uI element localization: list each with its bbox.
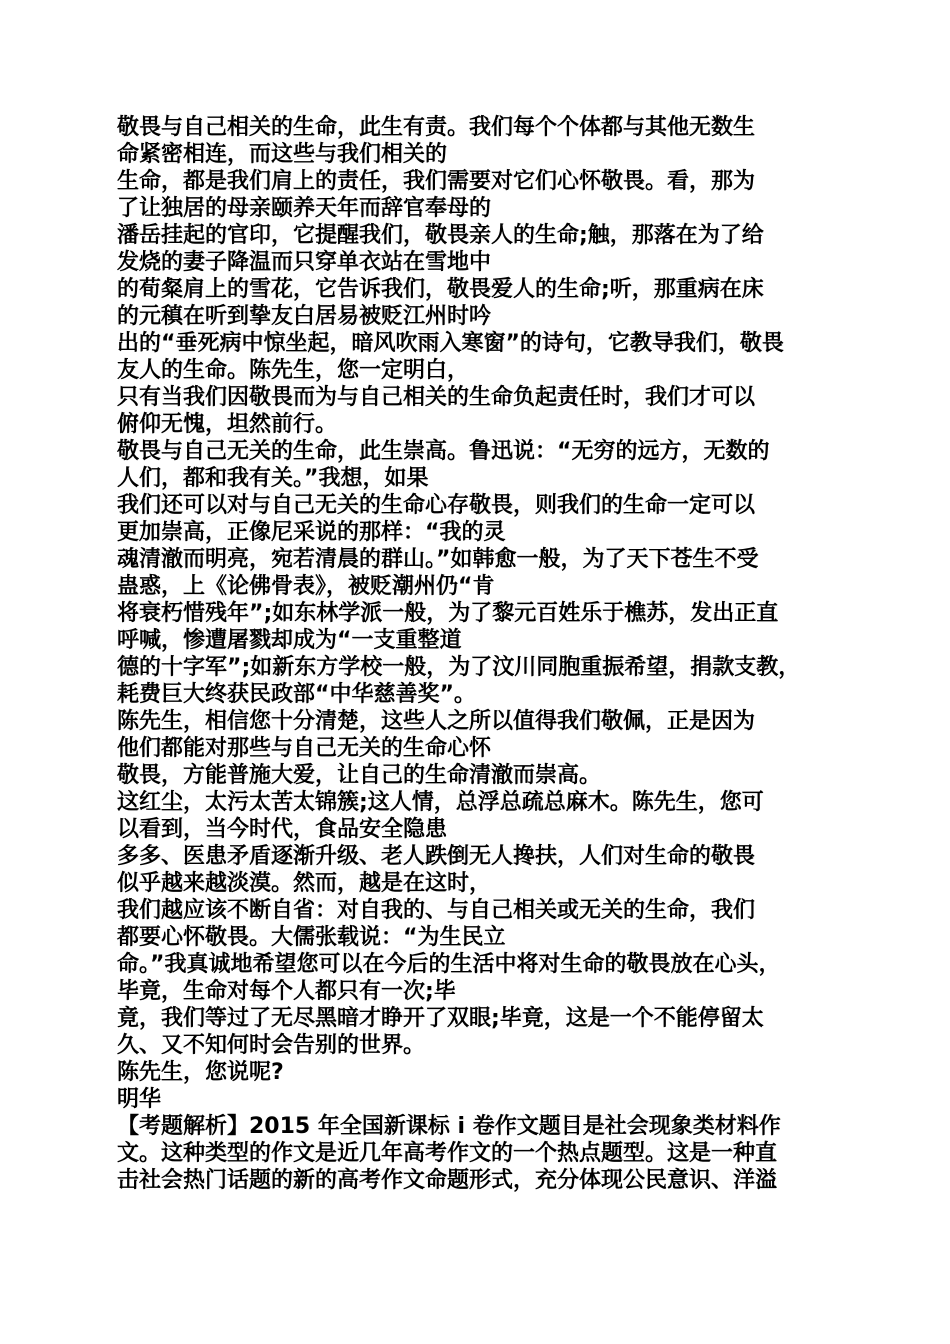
text-line: 他们都能对那些与自己无关的生命心怀 <box>117 736 492 761</box>
text-line: 久、又不知何时会告别的世界。 <box>117 1033 426 1058</box>
text-line: 多多、医患矛盾逐渐升级、老人跌倒无人搀扶，人们对生命的敬畏 <box>117 844 756 869</box>
text-line: 了让独居的母亲颐养天年而辞官奉母的 <box>117 196 492 221</box>
text-line: 德的十字军”;如新东方学校一般，为了汶川同胞重振希望，捐款支教， <box>117 655 801 680</box>
text-line: 耗费巨大终获民政部“中华慈善奖”。 <box>117 682 476 707</box>
analysis-heading-line: 【考题解析】2015 年全国新课标 i 卷作文题目是社会现象类材料作 <box>117 1114 781 1139</box>
text-line: 陈先生，您说呢? <box>117 1060 284 1085</box>
text-line: 陈先生，相信您十分清楚，这些人之所以值得我们敬佩，正是因为 <box>117 709 756 734</box>
essay-text <box>117 114 847 1194</box>
text-line: 俯仰无愧，坦然前行。 <box>117 412 338 437</box>
text-line: 似乎越来越淡漠。然而，越是在这时， <box>117 871 492 896</box>
text-line: 我们越应该不断自省：对自我的、与自己相关或无关的生命，我们 <box>117 898 756 923</box>
text-line: 命紧密相连，而这些与我们相关的 <box>117 142 448 167</box>
text-line: 这红尘，太污太苦太锦簇;这人情，总浮总疏总麻木。陈先生，您可 <box>117 790 764 815</box>
text-line: 敬畏与自己无关的生命，此生崇高。鲁迅说：“无穷的远方，无数的 <box>117 439 770 464</box>
text-line: 敬畏与自己相关的生命，此生有责。我们每个个体都与其他无数生 <box>117 115 756 140</box>
text-line: 蛊惑，上《论佛骨表》，被贬潮州仍“肯 <box>117 574 495 599</box>
text-line: 竟，我们等过了无尽黑暗才睁开了双眼;毕竟，这是一个不能停留太 <box>117 1006 764 1031</box>
text-line: 都要心怀敬畏。大儒张载说：“为生民立 <box>117 925 506 950</box>
text-line: 将衰朽惜残年”;如东林学派一般，为了黎元百姓乐于樵苏，发出正直 <box>117 601 779 626</box>
text-line: 出的“垂死病中惊坐起，暗风吹雨入寒窗”的诗句，它教导我们，敬畏 <box>117 331 784 356</box>
text-line: 友人的生命。陈先生，您一定明白， <box>117 358 470 383</box>
text-line: 呼喊，惨遭屠戮却成为“一支重整道 <box>117 628 462 653</box>
text-line: 的元稹在听到挚友白居易被贬江州时吟 <box>117 304 492 329</box>
text-line: 我们还可以对与自己无关的生命心存敬畏，则我们的生命一定可以 <box>117 493 756 518</box>
text-line: 的荀粲肩上的雪花，它告诉我们，敬畏爱人的生命;听，那重病在床 <box>117 277 764 302</box>
signature-line: 明华 <box>117 1087 162 1112</box>
text-line: 击社会热门话题的新的高考作文命题形式，充分体现公民意识、洋溢 <box>117 1168 778 1193</box>
text-line: 发烧的妻子降温而只穿单衣站在雪地中 <box>117 250 492 275</box>
text-line: 命。”我真诚地希望您可以在今后的生活中将对生命的敬畏放在心头， <box>117 952 781 977</box>
text-line: 只有当我们因敬畏而为与自己相关的生命负起责任时，我们才可以 <box>117 385 756 410</box>
text-line: 更加崇高，正像尼采说的那样：“我的灵 <box>117 520 506 545</box>
text-line: 生命，都是我们肩上的责任，我们需要对它们心怀敬畏。看，那为 <box>117 169 756 194</box>
text-line: 人们，都和我有关。”我想，如果 <box>117 466 429 491</box>
text-line: 以看到，当今时代，食品安全隐患 <box>117 817 448 842</box>
text-line: 潘岳挂起的官印，它提醒我们，敬畏亲人的生命;触，那落在为了给 <box>117 223 764 248</box>
text-line: 魂清澈而明亮，宛若清晨的群山。”如韩愈一般，为了天下苍生不受 <box>117 547 759 572</box>
text-line: 文。这种类型的作文是近几年高考作文的一个热点题型。这是一种直 <box>117 1141 778 1166</box>
text-line: 敬畏，方能普施大爱，让自己的生命清澈而崇高。 <box>117 763 602 788</box>
text-line: 毕竟，生命对每个人都只有一次;毕 <box>117 979 456 1004</box>
